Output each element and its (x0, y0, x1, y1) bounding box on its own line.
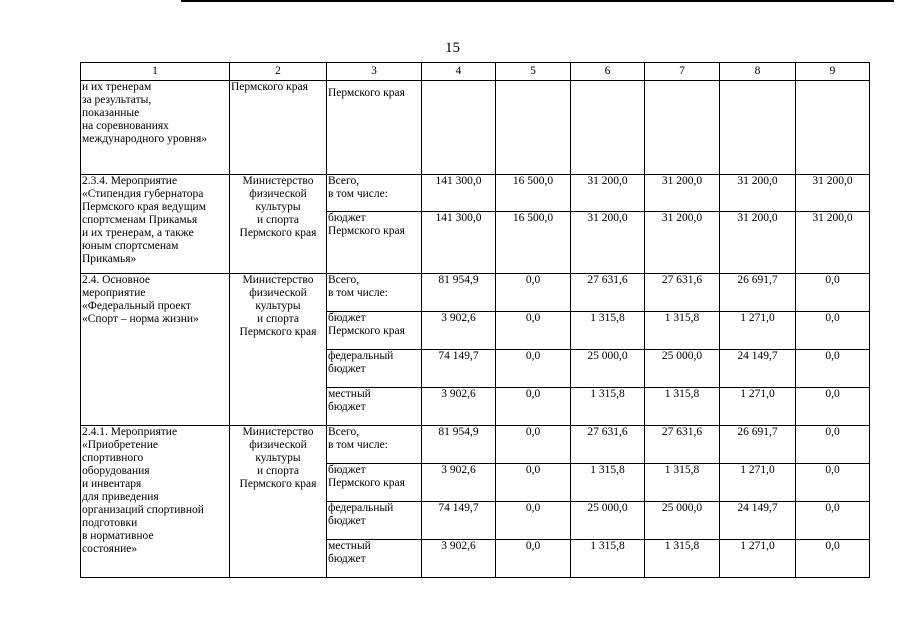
funding-source-cell (327, 540, 422, 578)
text-line: 2.3.4. Мероприятие (82, 175, 178, 187)
text-line: местный (328, 540, 371, 552)
text-line: физической (249, 188, 307, 200)
text-line: Всего, (328, 175, 360, 187)
text-line: 2.4.1. Мероприятие (82, 426, 178, 438)
value-cell: 16 500,0 (496, 212, 571, 274)
header-cell: 5 (496, 63, 571, 81)
value-cell: 1 271,0 (720, 388, 796, 426)
value-cell: 0,0 (496, 388, 571, 426)
value-cell: 0,0 (796, 426, 870, 464)
value-cell: 0,0 (496, 274, 571, 312)
text-line: Пермского края (239, 478, 317, 490)
text-line: бюджет (328, 515, 366, 527)
funding-source-cell (327, 388, 422, 426)
text-line: организаций спортивной (82, 504, 204, 516)
sections-body (81, 175, 870, 578)
value-cell: 0,0 (496, 540, 571, 578)
header-cell: 4 (422, 63, 496, 81)
value-cell (645, 81, 720, 175)
value-cell: 31 200,0 (796, 212, 870, 274)
value-cell: 31 200,0 (720, 212, 796, 274)
value-cell: 3 902,6 (422, 312, 496, 350)
text-line: бюджет (328, 464, 366, 476)
value-cell: 74 149,7 (422, 350, 496, 388)
value-cell: 31 200,0 (645, 212, 720, 274)
text-line: и их тренерам, а также (82, 227, 194, 239)
value-cell: 1 315,8 (645, 464, 720, 502)
top-rule (181, 0, 894, 2)
value-cell: 1 315,8 (571, 464, 645, 502)
activity-name-cell (81, 81, 230, 175)
text-line: в том числе: (328, 439, 388, 451)
table-row (81, 175, 870, 212)
text-line: в том числе: (328, 188, 388, 200)
text-line: Всего, (328, 426, 360, 438)
text-line: местный (328, 388, 371, 400)
value-cell: 16 500,0 (496, 175, 571, 212)
text-line: физической (249, 439, 307, 451)
value-cell: 0,0 (796, 464, 870, 502)
value-cell: 81 954,9 (422, 426, 496, 464)
value-cell: 26 691,7 (720, 426, 796, 464)
header-cell: 8 (720, 63, 796, 81)
value-cell: 1 315,8 (645, 388, 720, 426)
page-number: 15 (445, 40, 460, 56)
text-line: и их тренерам (82, 81, 152, 93)
value-cell: 31 200,0 (720, 175, 796, 212)
text-line: федеральный (328, 502, 394, 514)
value-cell: 31 200,0 (571, 175, 645, 212)
funding-source-cell (327, 502, 422, 540)
value-cell: 24 149,7 (720, 502, 796, 540)
value-cell (496, 81, 571, 175)
funding-source-cell (327, 312, 422, 350)
value-cell: 31 200,0 (645, 175, 720, 212)
text-line: федеральный (328, 350, 394, 362)
header-cell: 6 (571, 63, 645, 81)
funding-source-cell (327, 426, 422, 464)
text-line: Пермского края (328, 325, 405, 337)
responsible-cell: Пермского края (230, 81, 327, 175)
text-line: и спорта (257, 214, 299, 226)
text-line: «Спорт – норма жизни» (82, 313, 199, 325)
responsible-cell (230, 274, 327, 426)
value-cell: 0,0 (796, 540, 870, 578)
text-line: физической (249, 287, 307, 299)
text-line: на соревнованиях (82, 120, 169, 132)
value-cell: 26 691,7 (720, 274, 796, 312)
text-line: Пермского края (239, 227, 317, 239)
activity-name-cell (81, 274, 230, 426)
text-line: Прикамья» (82, 253, 137, 265)
text-line: мероприятие (82, 287, 146, 299)
value-cell: 0,0 (496, 350, 571, 388)
value-cell: 25 000,0 (645, 350, 720, 388)
text-line: «Стипендия губернатора (82, 188, 204, 200)
text-line: и спорта (257, 465, 299, 477)
text-line: Пермского края (239, 326, 317, 338)
value-cell: 1 315,8 (571, 388, 645, 426)
funding-source-cell (327, 175, 422, 212)
value-cell (720, 81, 796, 175)
header-cell: 1 (81, 63, 230, 81)
text-line: показанные (82, 107, 140, 119)
text-line: бюджет (328, 312, 366, 324)
text-line: для приведения (82, 491, 159, 503)
text-line: спортивного (82, 452, 144, 464)
value-cell: 27 631,6 (571, 426, 645, 464)
text-line: и инвентаря (82, 478, 142, 490)
funding-source-cell (327, 274, 422, 312)
value-cell: 1 271,0 (720, 312, 796, 350)
header-row (81, 63, 870, 81)
text-line: Министерство (242, 426, 314, 438)
value-cell: 1 315,8 (571, 540, 645, 578)
continuation-row (81, 81, 870, 175)
table-row (81, 274, 870, 312)
value-cell: 25 000,0 (571, 350, 645, 388)
value-cell: 81 954,9 (422, 274, 496, 312)
responsible-cell (230, 175, 327, 274)
text-line: «Федеральный проект (82, 300, 191, 312)
program-table (80, 62, 870, 578)
value-cell: 141 300,0 (422, 212, 496, 274)
source-cell: Пермского края (327, 81, 422, 175)
value-cell: 141 300,0 (422, 175, 496, 212)
value-cell: 31 200,0 (796, 175, 870, 212)
value-cell: 3 902,6 (422, 464, 496, 502)
value-cell: 31 200,0 (571, 212, 645, 274)
value-cell: 0,0 (496, 464, 571, 502)
text-line: оборудования (82, 465, 150, 477)
activity-name-cell (81, 175, 230, 274)
text-line: Пермского края (328, 225, 405, 237)
text-line: Пермского края (328, 477, 405, 489)
text-line: в том числе: (328, 287, 388, 299)
funding-source-cell (327, 464, 422, 502)
text-line: и спорта (257, 313, 299, 325)
text-line: культуры (255, 201, 301, 213)
table-row (81, 426, 870, 464)
text-line: «Приобретение (82, 439, 158, 451)
value-cell: 3 902,6 (422, 388, 496, 426)
value-cell: 1 315,8 (645, 540, 720, 578)
value-cell: 1 271,0 (720, 464, 796, 502)
text-line: 2.4. Основное (82, 274, 151, 286)
value-cell: 1 315,8 (645, 312, 720, 350)
text-line: в нормативное (82, 530, 154, 542)
responsible-cell (230, 426, 327, 578)
value-cell: 0,0 (496, 502, 571, 540)
value-cell: 1 315,8 (571, 312, 645, 350)
text-line: Всего, (328, 274, 360, 286)
value-cell: 0,0 (496, 312, 571, 350)
value-cell: 3 902,6 (422, 540, 496, 578)
text-line: состояние» (82, 543, 138, 555)
text-line: подготовки (82, 517, 138, 529)
text-line: культуры (255, 300, 301, 312)
text-line: Министерство (242, 274, 314, 286)
header-cell: 9 (796, 63, 870, 81)
value-cell: 0,0 (796, 388, 870, 426)
text-line: культуры (255, 452, 301, 464)
text-line: бюджет (328, 363, 366, 375)
header-cell: 7 (645, 63, 720, 81)
value-cell: 27 631,6 (645, 274, 720, 312)
value-cell (422, 81, 496, 175)
text-line: Пермского края ведущим (82, 201, 206, 213)
text-line: Министерство (242, 175, 314, 187)
text-line: бюджет (328, 401, 366, 413)
value-cell: 0,0 (796, 350, 870, 388)
value-cell: 24 149,7 (720, 350, 796, 388)
activity-name-cell (81, 426, 230, 578)
value-cell (571, 81, 645, 175)
value-cell: 25 000,0 (645, 502, 720, 540)
text-line: бюджет (328, 212, 366, 224)
value-cell (796, 81, 870, 175)
funding-source-cell (327, 212, 422, 274)
text-line: бюджет (328, 553, 366, 565)
header-cell: 2 (230, 63, 327, 81)
value-cell: 1 271,0 (720, 540, 796, 578)
header-cell: 3 (327, 63, 422, 81)
value-cell: 0,0 (796, 312, 870, 350)
value-cell: 25 000,0 (571, 502, 645, 540)
funding-source-cell (327, 350, 422, 388)
text-line: за результаты, (82, 94, 152, 106)
value-cell: 27 631,6 (571, 274, 645, 312)
text-line: международного уровня» (82, 133, 208, 145)
value-cell: 27 631,6 (645, 426, 720, 464)
value-cell: 0,0 (496, 426, 571, 464)
value-cell: 74 149,7 (422, 502, 496, 540)
value-cell: 0,0 (796, 274, 870, 312)
text-line: юным спортсменам (82, 240, 179, 252)
value-cell: 0,0 (796, 502, 870, 540)
text-line: спортсменам Прикамья (82, 214, 198, 226)
